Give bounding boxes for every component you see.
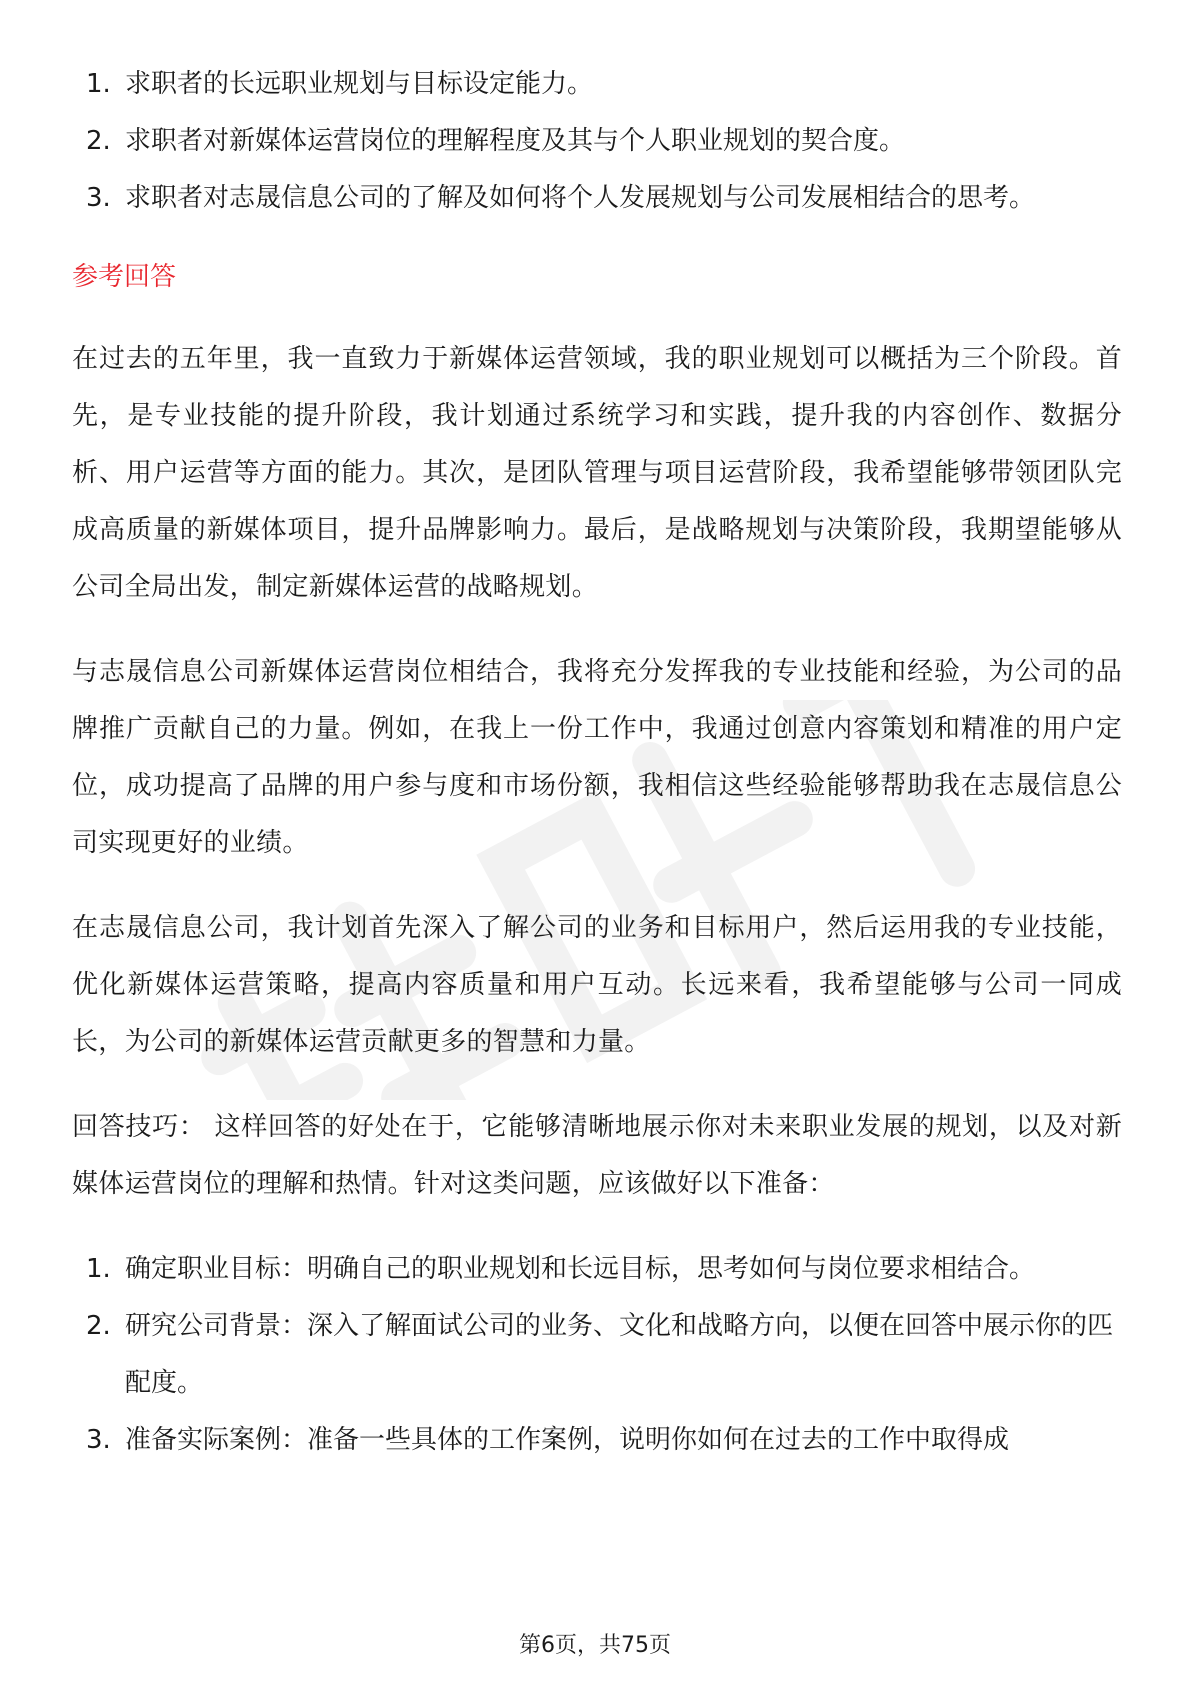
list-item xyxy=(72,170,1122,227)
list-number: 1. xyxy=(86,69,111,99)
list-number: 1. xyxy=(86,1254,111,1284)
list-text: 研究公司背景：深入了解面试公司的业务、文化和战略方向，以便在回答中展示你的匹配度。 xyxy=(125,1311,1114,1398)
list-text: 确定职业目标：明确自己的职业规划和长远目标，思考如何与岗位要求相结合。 xyxy=(125,1254,1036,1284)
answer-paragraph: 在过去的五年里，我一直致力于新媒体运营领域，我的职业规划可以概括为三个阶段。首先，是专业技能的提升阶段，我计划通过系统学习和实践，提升我的内容创作、数据分析、用户运营等方面的能力。其次，是团队管理与项目运营阶段，我希望能够带领团队完成高质量的新媒体项目，提升品牌影响力。最后，是战略规划与决策阶段，我期望能够从公司全局出发，制定新媒体运营的战略规划。 xyxy=(72,344,1122,602)
list-item xyxy=(72,1412,1122,1469)
list-item xyxy=(72,1298,1122,1412)
list-number: 2. xyxy=(86,1311,111,1341)
list-text: 求职者的长远职业规划与目标设定能力。 xyxy=(125,69,594,99)
reference-answer-heading: 参考回答 xyxy=(72,262,177,292)
list-item xyxy=(72,56,1122,113)
list-text: 求职者对志晟信息公司的了解及如何将个人发展规划与公司发展相结合的思考。 xyxy=(125,183,1036,213)
list-text: 求职者对新媒体运营岗位的理解程度及其与个人职业规划的契合度。 xyxy=(125,126,906,156)
list-text: 准备实际案例：准备一些具体的工作案例，说明你如何在过去的工作中取得成 xyxy=(125,1425,1010,1455)
tips-list xyxy=(72,1241,1122,1469)
question-list xyxy=(72,56,1122,227)
list-number: 3. xyxy=(86,1425,111,1455)
answer-paragraph: 与志晟信息公司新媒体运营岗位相结合，我将充分发挥我的专业技能和经验，为公司的品牌推广贡献自己的力量。例如，在我上一份工作中，我通过创意内容策划和精准的用户定位，成功提高了品牌的用户参与度和市场份额，我相信这些经验能够帮助我在志晟信息公司实现更好的业绩。 xyxy=(72,657,1122,858)
content-area xyxy=(72,56,1122,1469)
page-footer: 第6页，共75页 xyxy=(519,1633,671,1658)
list-number: 3. xyxy=(86,183,111,213)
answer-tips-paragraph: 回答技巧： 这样回答的好处在于，它能够清晰地展示你对未来职业发展的规划，以及对新媒体运营岗位的理解和热情。针对这类问题，应该做好以下准备： xyxy=(72,1112,1122,1199)
list-item xyxy=(72,113,1122,170)
answer-paragraph: 在志晟信息公司，我计划首先深入了解公司的业务和目标用户，然后运用我的专业技能，优化新媒体运营策略，提高内容质量和用户互动。长远来看，我希望能够与公司一同成长，为公司的新媒体运营贡献更多的智慧和力量。 xyxy=(72,913,1122,1057)
list-number: 2. xyxy=(86,126,111,156)
list-item xyxy=(72,1241,1122,1298)
